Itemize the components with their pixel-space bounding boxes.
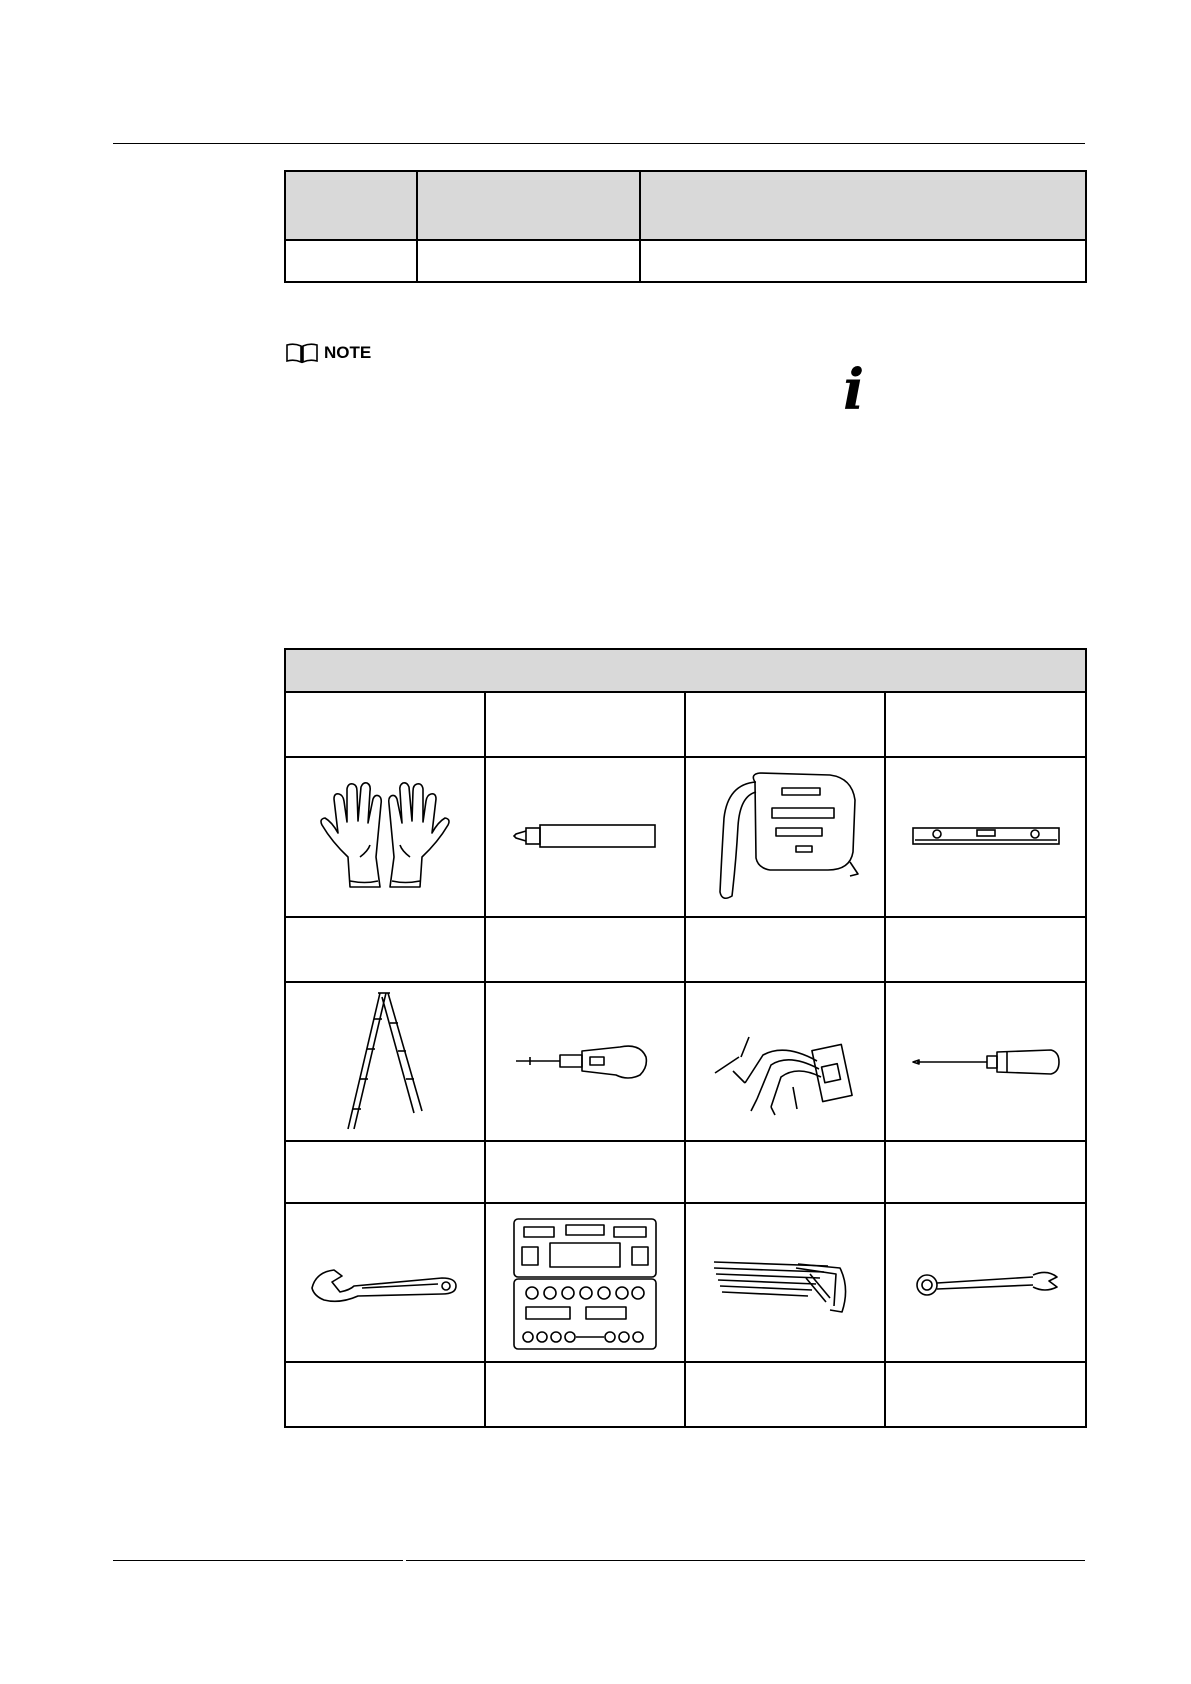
- book-icon: [285, 342, 319, 364]
- tools-image-row: [285, 1203, 1086, 1362]
- info-icon: i: [843, 357, 865, 423]
- tool-name-cell: [685, 1362, 885, 1427]
- tool-image-cell: [485, 757, 685, 917]
- gloves-icon: [310, 777, 460, 897]
- tool-image-cell: [685, 982, 885, 1141]
- tools-table-title-cell: [285, 649, 1086, 692]
- torque-screwdriver-icon: [510, 1037, 660, 1087]
- tool-name-cell: [885, 917, 1086, 982]
- tools-table: [284, 648, 1087, 1428]
- multimeter-icon: [705, 1007, 865, 1117]
- tool-name-cell: [485, 917, 685, 982]
- combination-wrench-icon: [911, 1263, 1061, 1303]
- tool-image-cell: [885, 757, 1086, 917]
- tools-label-row: [285, 1141, 1086, 1203]
- tool-name-cell: [685, 692, 885, 757]
- tool-name-cell: [485, 1362, 685, 1427]
- tools-label-row: [285, 692, 1086, 757]
- footer-rule: [406, 1560, 1085, 1561]
- tool-image-cell: [885, 1203, 1086, 1362]
- tool-name-cell: [885, 692, 1086, 757]
- marker-icon: [510, 817, 660, 857]
- adjustable-wrench-icon: [310, 1258, 460, 1308]
- tool-name-cell: [285, 1362, 485, 1427]
- tools-image-row: [285, 757, 1086, 917]
- tool-image-cell: [285, 757, 485, 917]
- tools-table-title-row: [285, 649, 1086, 692]
- tool-name-cell: [885, 1362, 1086, 1427]
- top-table: [284, 170, 1087, 283]
- hex-key-set-icon: [710, 1248, 860, 1318]
- tool-image-cell: [685, 1203, 885, 1362]
- tools-label-row: [285, 917, 1086, 982]
- tool-image-cell: [285, 982, 485, 1141]
- header-rule: [113, 143, 1085, 144]
- top-table-header-cell: [285, 171, 417, 240]
- footer-rule: [113, 1560, 403, 1561]
- note-label: NOTE: [324, 343, 372, 362]
- tool-name-cell: [685, 917, 885, 982]
- top-table-cell: [417, 240, 640, 282]
- tool-name-cell: [685, 1141, 885, 1203]
- top-table-header-row: [285, 171, 1086, 240]
- tool-name-cell: [285, 1141, 485, 1203]
- tool-name-cell: [285, 917, 485, 982]
- ladder-icon: [340, 989, 430, 1134]
- socket-wrench-set-icon: [510, 1213, 660, 1353]
- tool-name-cell: [485, 1141, 685, 1203]
- tool-image-cell: [285, 1203, 485, 1362]
- top-table-cell: [640, 240, 1086, 282]
- top-table-header-cell: [417, 171, 640, 240]
- tool-name-cell: [485, 692, 685, 757]
- tool-image-cell: [485, 1203, 685, 1362]
- tool-image-cell: [485, 982, 685, 1141]
- tools-image-row: [285, 982, 1086, 1141]
- tool-image-cell: [685, 757, 885, 917]
- top-table-header-cell: [640, 171, 1086, 240]
- top-table-row: [285, 240, 1086, 282]
- top-table-cell: [285, 240, 417, 282]
- tool-name-cell: [285, 692, 485, 757]
- tape-measure-icon: [710, 770, 860, 905]
- note-heading: [285, 343, 371, 363]
- screwdriver-icon: [911, 1042, 1061, 1082]
- level-icon: [911, 822, 1061, 852]
- tools-label-row: [285, 1362, 1086, 1427]
- tool-image-cell: [885, 982, 1086, 1141]
- tool-name-cell: [885, 1141, 1086, 1203]
